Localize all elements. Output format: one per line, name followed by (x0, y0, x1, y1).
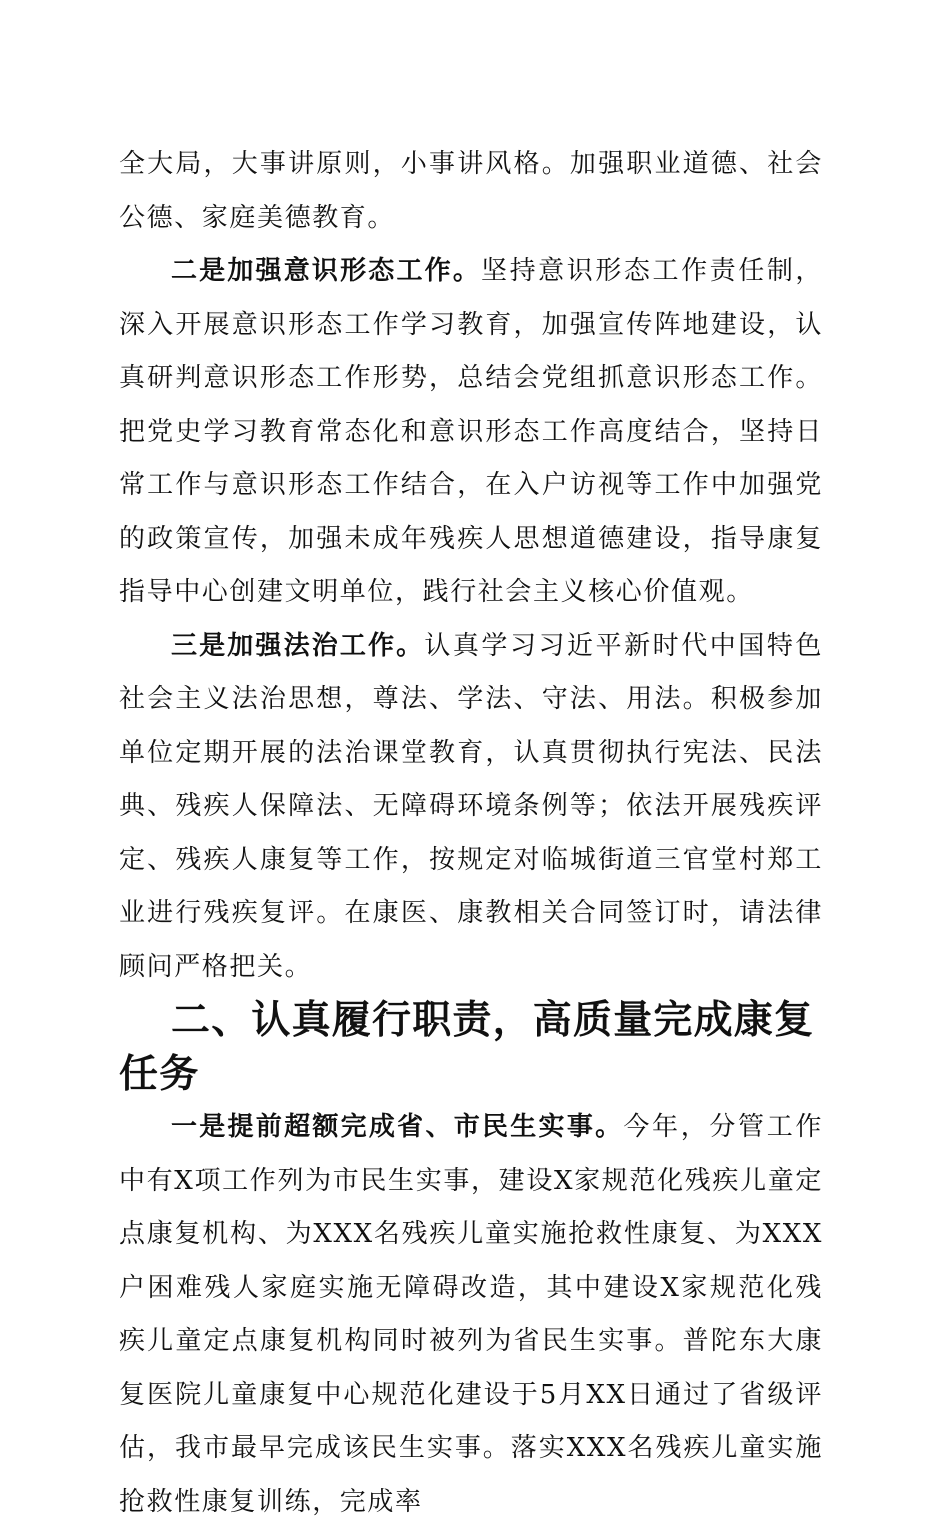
paragraph-continuation: 全大局，大事讲原则，小事讲风格。加强职业道德、社会公德、家庭美德教育。 (119, 149, 823, 233)
paragraph-lead-law: 三是加强法治工作。 (171, 630, 425, 661)
paragraph-body-livelihood: 今年，分管工作中有X项工作列为市民生实事，建设X家规范化残疾儿童定点康复机构、为XXX名残疾儿童实施抢救性康复、为XXX户困难残人家庭实施无障碍改造，其中建设X家规范化残疾儿童定点康复机构同时被列为省民生实事。普陀东大康复医院儿童康复中心规范化建设于5月XX日通过了省级评估，我市最早完成该民生实事。落实XXX名残疾儿童实施抢救性康复训练，完成率 (119, 1112, 823, 1517)
paragraph-ideology-work (119, 245, 823, 620)
paragraph-body-law: 认真学习习近平新时代中国特色社会主义法治思想，尊法、学法、守法、用法。积极参加单位定期开展的法治课堂教育，认真贯彻执行宪法、民法典、残疾人保障法、无障碍环境条例等；依法开展残疾评定、残疾人康复等工作，按规定对临城街道三官堂村郑工业进行残疾复评。在康医、康教相关合同签订时，请法律顾问严格把关。 (119, 630, 823, 982)
document-body (119, 138, 823, 1529)
paragraph-rule-of-law (119, 620, 823, 995)
paragraph-livelihood-projects (119, 1101, 823, 1529)
section-heading: 二、认真履行职责，高质量完成康复任务 (119, 998, 815, 1097)
paragraph-body-ideology: 坚持意识形态工作责任制，深入开展意识形态工作学习教育，加强宣传阵地建设，认真研判意识形态工作形势，总结会党组抓意识形态工作。把党史学习教育常态化和意识形态工作高度结合，坚持日常工作与意识形态工作结合，在入户访视等工作中加强党的政策宣传，加强未成年残疾人思想道德建设，指导康复指导中心创建文明单位，践行社会主义核心价值观。 (119, 256, 823, 607)
paragraph-lead-ideology: 二是加强意识形态工作。 (171, 256, 481, 286)
paragraph-lead-livelihood: 一是提前超额完成省、市民生实事。 (171, 1112, 624, 1142)
